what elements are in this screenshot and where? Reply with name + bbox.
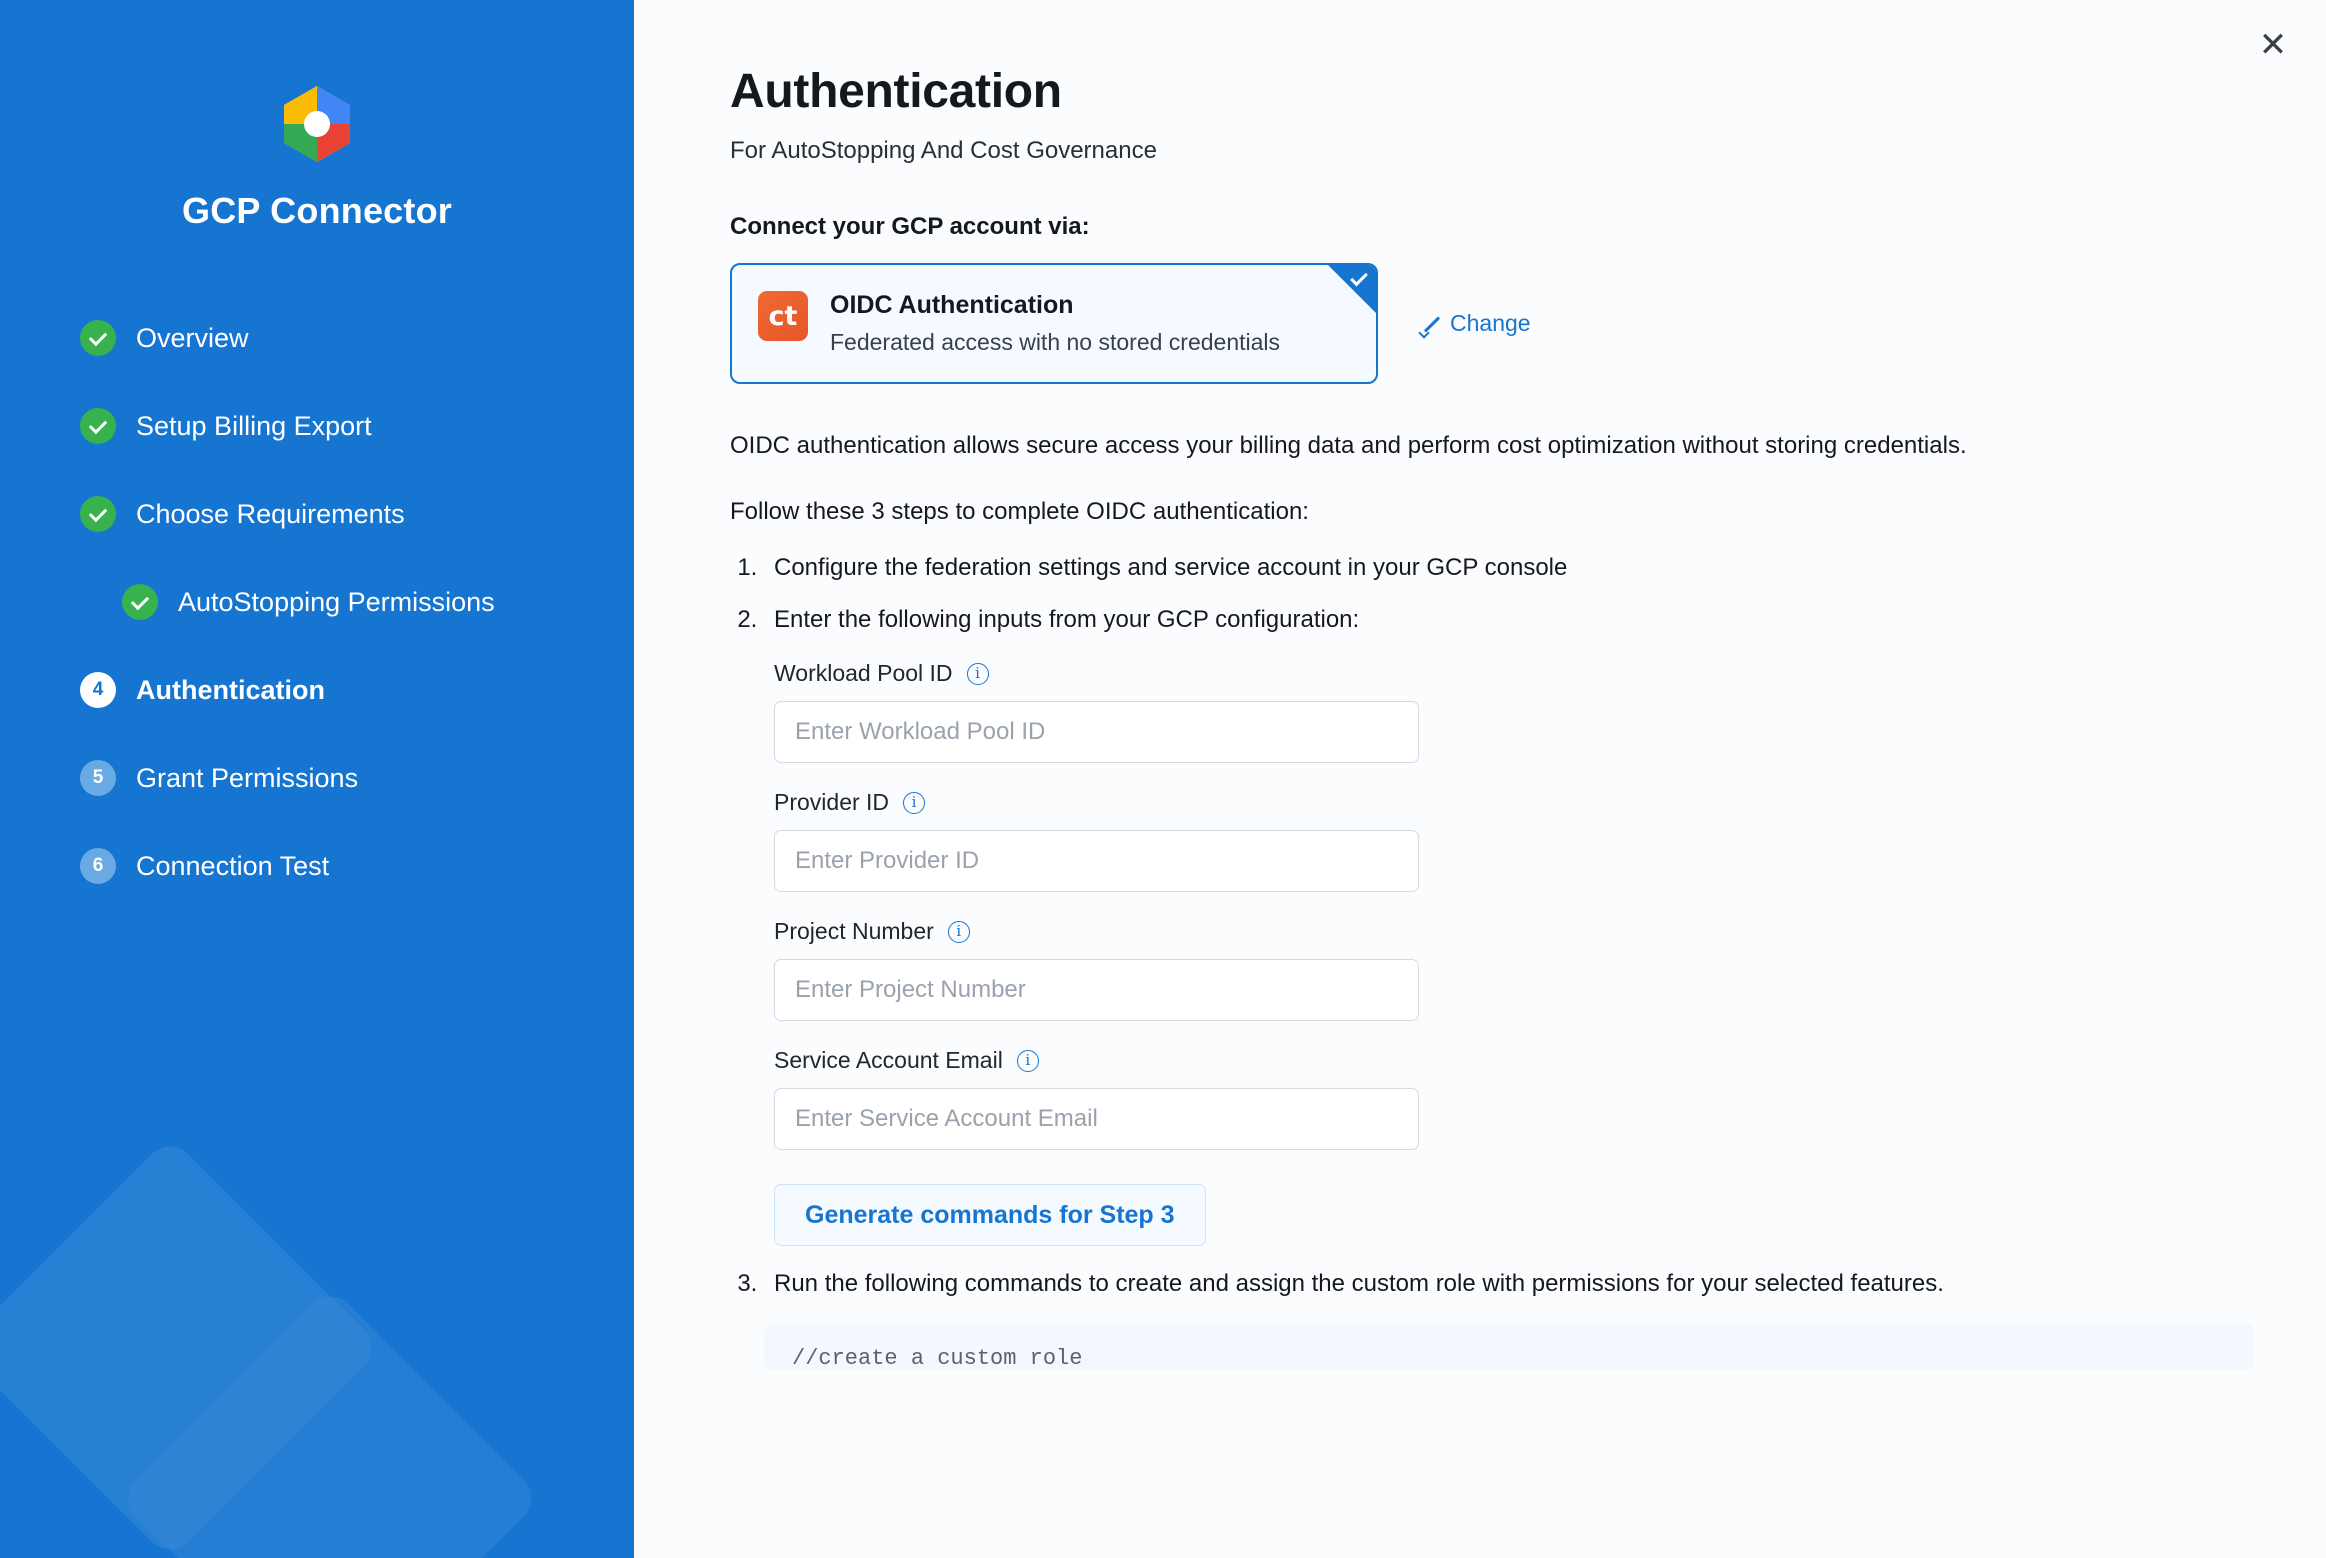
sidebar-item-label: Connection Test: [136, 850, 330, 881]
sidebar-item-label: Grant Permissions: [136, 762, 359, 793]
brand-title: GCP Connector: [182, 190, 452, 231]
connect-via-label: Connect your GCP account via:: [730, 213, 1090, 240]
sidebar-item-overview[interactable]: [80, 294, 634, 382]
workload-pool-id-input[interactable]: [774, 701, 1419, 763]
step-status-check-icon: [80, 496, 116, 532]
close-icon[interactable]: ✕: [2258, 25, 2288, 65]
step-status-check-icon: [80, 320, 116, 356]
step-number-badge: 4: [80, 672, 116, 708]
step-number-badge: 6: [80, 848, 116, 884]
change-label: Change: [1450, 310, 1531, 336]
sidebar-item-connection-test[interactable]: [80, 822, 634, 910]
sidebar-item-label: Authentication: [136, 674, 325, 705]
provider-id-label: Provider ID: [774, 789, 890, 815]
sidebar-decoration: [0, 1138, 480, 1558]
oidc-step-1-text: Configure the federation settings and service account in your GCP console: [774, 554, 1568, 581]
auth-method-row: [730, 263, 2236, 384]
sidebar-item-setup-billing-export[interactable]: [80, 382, 634, 470]
oidc-description: OIDC authentication allows secure access your billing data and perform cost optimization without storing credentials.: [730, 432, 1967, 459]
project-number-label: Project Number: [774, 918, 934, 944]
sidebar-item-label: Overview: [136, 322, 249, 353]
info-icon[interactable]: i: [1017, 1050, 1039, 1072]
commands-code-block[interactable]: //create a custom role: [764, 1324, 2254, 1370]
workload-pool-id-field: [774, 660, 2236, 763]
oidc-step-2: [764, 606, 2236, 1246]
service-account-email-label: Service Account Email: [774, 1047, 1003, 1073]
gcp-hexagon-logo-icon: [265, 72, 369, 176]
sidebar-item-choose-requirements[interactable]: [80, 470, 634, 558]
sidebar-item-label: Setup Billing Export: [136, 410, 372, 441]
brand-block: [0, 0, 634, 232]
page-title: Authentication: [730, 65, 1062, 118]
follow-steps-text: Follow these 3 steps to complete OIDC authentication:: [730, 498, 1309, 525]
page-subtitle: For AutoStopping And Cost Governance: [730, 137, 1157, 164]
sidebar-item-autostopping-permissions[interactable]: [80, 558, 634, 646]
wizard-sidebar: [0, 0, 634, 1558]
project-number-field: [774, 918, 2236, 1021]
service-account-email-field: [774, 1047, 2236, 1150]
pencil-icon: [1420, 314, 1440, 334]
oidc-step-3-text: Run the following commands to create and assign the custom role with permissions for your selected features.: [774, 1270, 1944, 1297]
generate-commands-button[interactable]: Generate commands for Step 3: [774, 1184, 1206, 1246]
sidebar-item-authentication[interactable]: [80, 646, 634, 734]
auth-card-subtitle: Federated access with no stored credentials: [830, 329, 1281, 355]
info-icon[interactable]: i: [903, 792, 925, 814]
auth-card-title: OIDC Authentication: [830, 291, 1074, 319]
oidc-connector-icon: ct: [758, 291, 808, 341]
sidebar-item-label: AutoStopping Permissions: [178, 586, 495, 617]
oidc-step-1: [764, 554, 2236, 582]
sidebar-item-label: Choose Requirements: [136, 498, 405, 529]
info-icon[interactable]: i: [967, 663, 989, 685]
step-status-check-icon: [122, 584, 158, 620]
selected-corner: [1328, 265, 1376, 313]
step-number-badge: 5: [80, 760, 116, 796]
wizard-step-list: [0, 294, 634, 910]
workload-pool-id-label: Workload Pool ID: [774, 660, 953, 686]
info-icon[interactable]: i: [948, 921, 970, 943]
wizard-main-panel: [634, 0, 2326, 1558]
provider-id-field: [774, 789, 2236, 892]
oidc-steps-list: [730, 554, 2236, 1370]
step-status-check-icon: [80, 408, 116, 444]
oidc-step-2-text: Enter the following inputs from your GCP configuration:: [774, 606, 1360, 633]
provider-id-input[interactable]: [774, 830, 1419, 892]
oidc-step-3: [764, 1270, 2236, 1370]
project-number-input[interactable]: [774, 959, 1419, 1021]
service-account-email-input[interactable]: [774, 1088, 1419, 1150]
oidc-authentication-card[interactable]: [730, 263, 1378, 384]
sidebar-item-grant-permissions[interactable]: [80, 734, 634, 822]
change-auth-method-button[interactable]: [1420, 310, 1531, 337]
